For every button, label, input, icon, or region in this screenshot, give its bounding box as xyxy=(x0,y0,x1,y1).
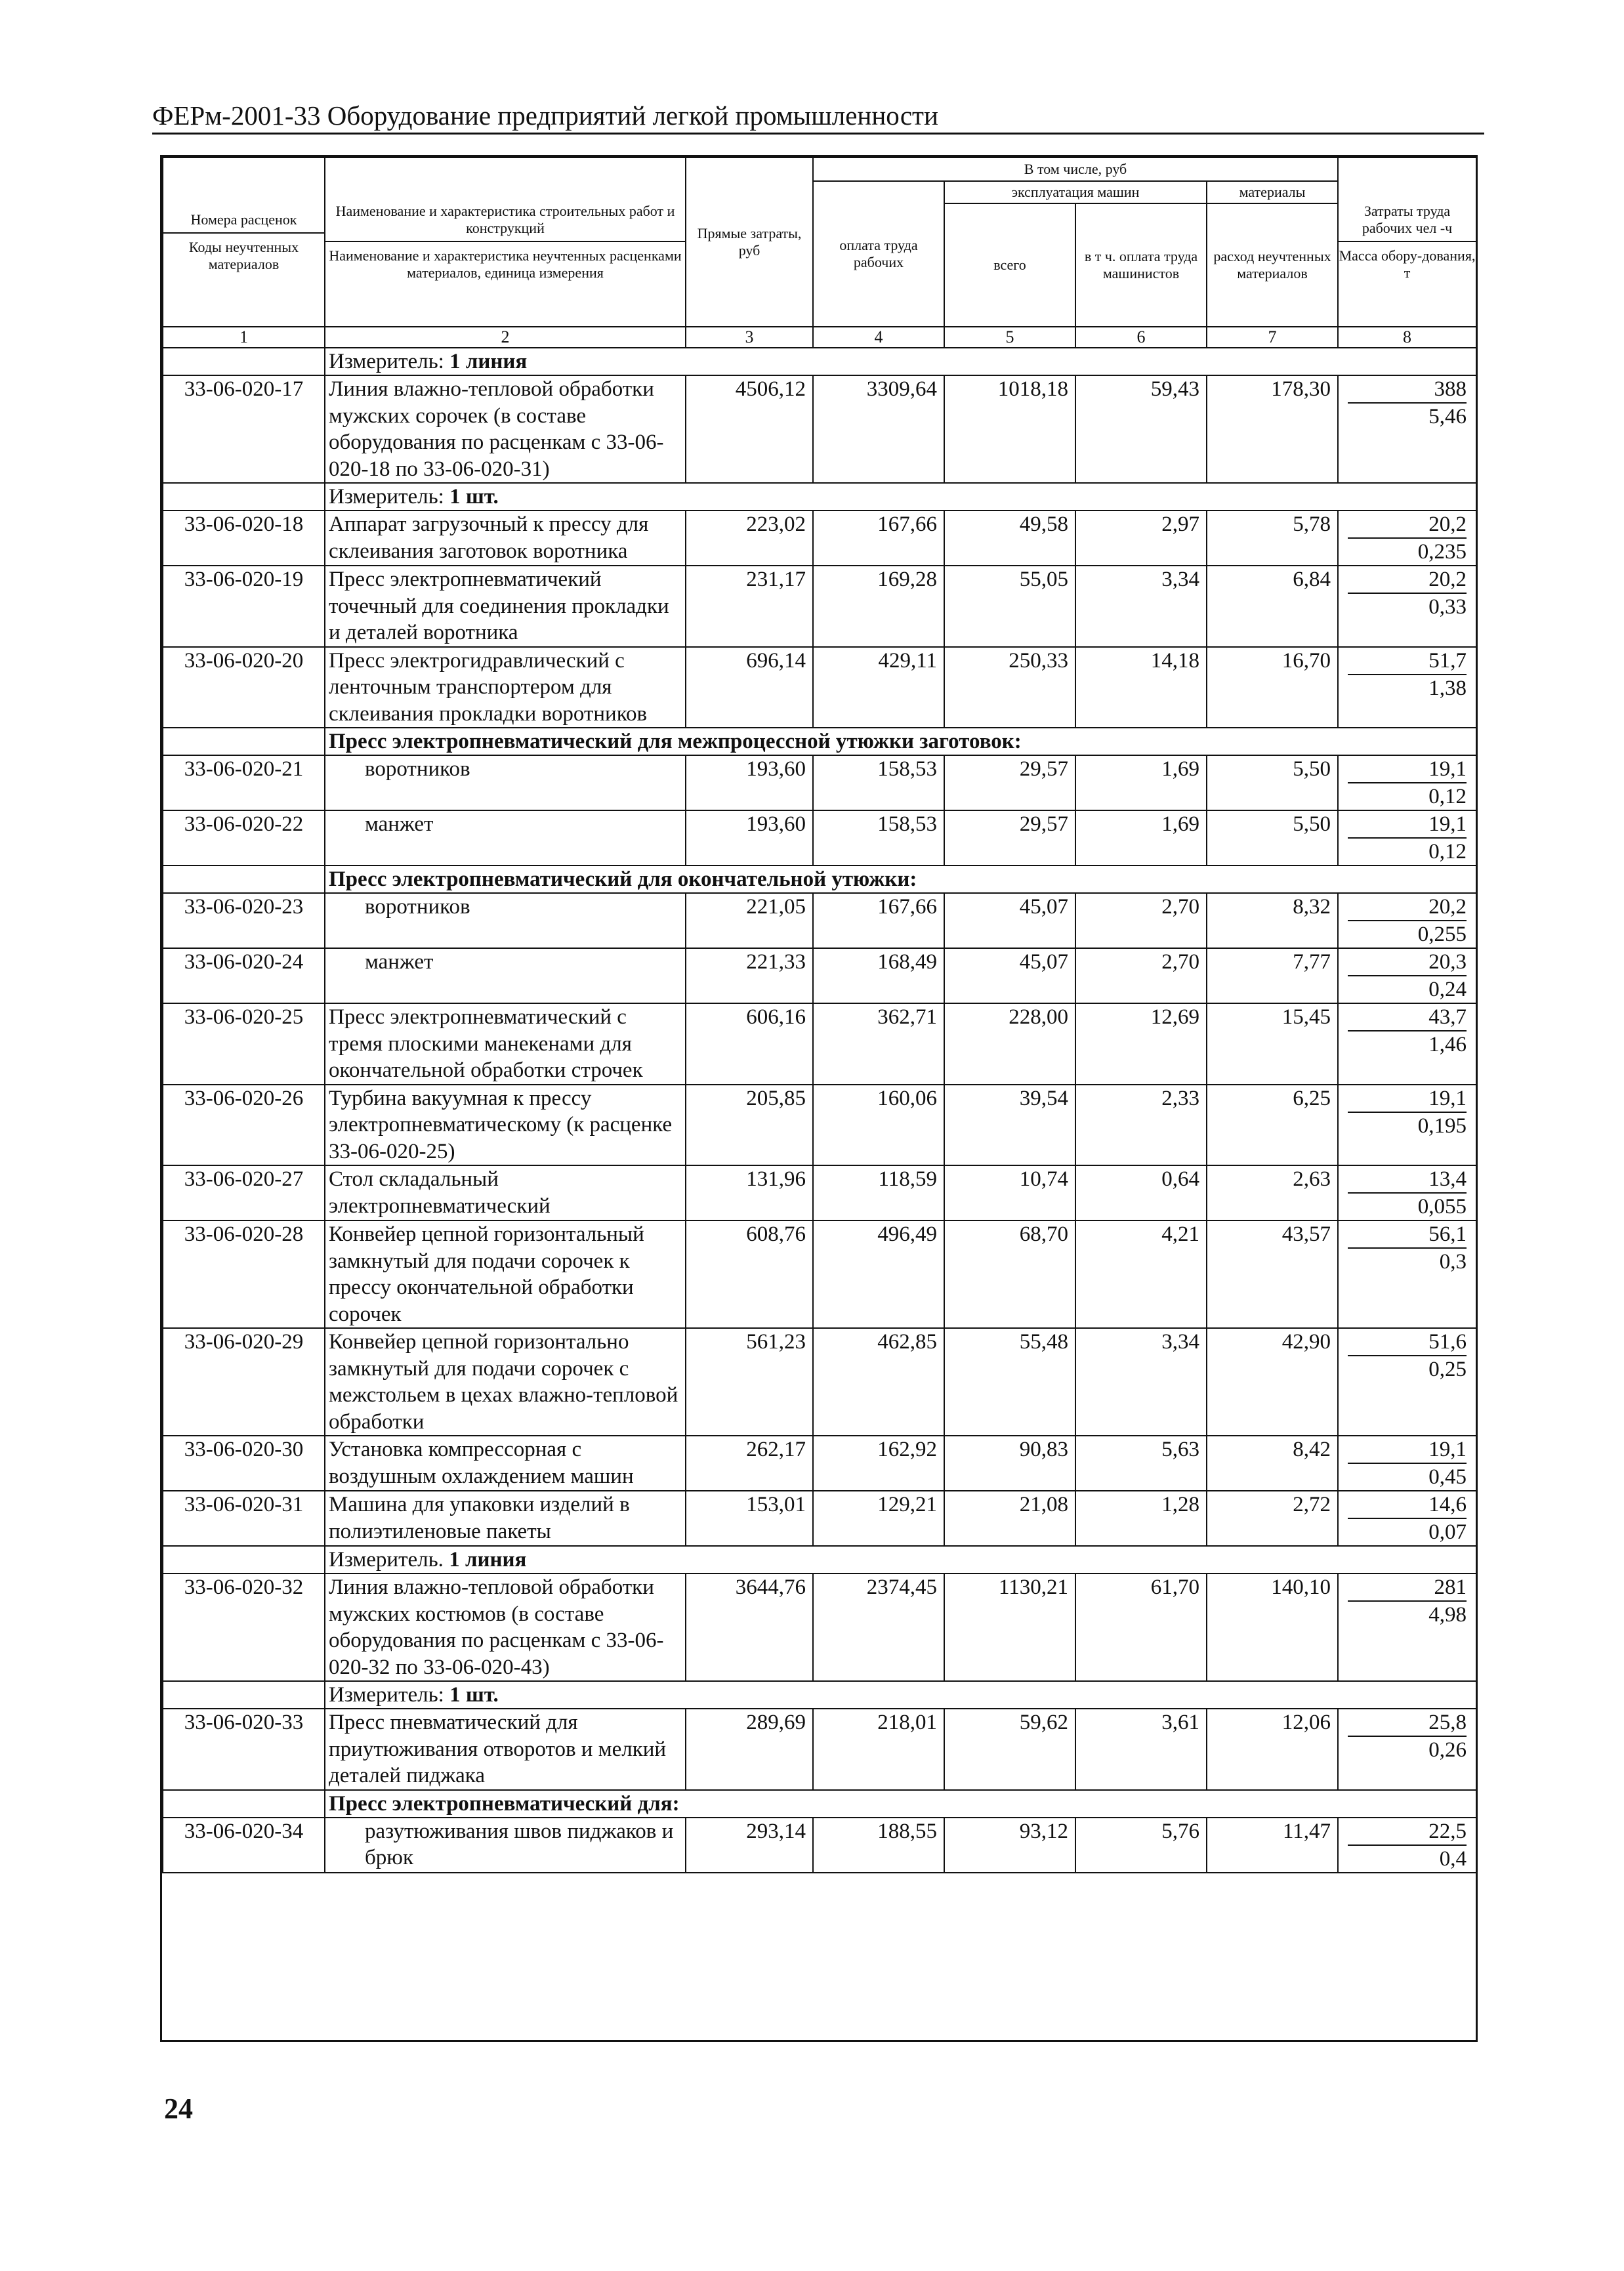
labor-mass-cell xyxy=(1338,1491,1476,1546)
work-name: разутюживания швов пиджаков и брюк xyxy=(325,1818,686,1873)
labor-pay-value: 218,01 xyxy=(813,1709,944,1790)
measure-section-row xyxy=(163,1681,1476,1709)
section-label: 1 линия xyxy=(449,1548,527,1572)
measure-section-row xyxy=(163,728,1476,755)
materials-value: 178,30 xyxy=(1207,375,1338,483)
section-label: 1 шт. xyxy=(449,485,499,509)
labor-mass-cell xyxy=(1338,566,1476,647)
header-work-name: Наименование и характеристика строительных работ и конструкций Наименование и характеристика неучтенных расценками материалов, единица измерения xyxy=(325,157,686,327)
machine-operation-value: 10,74 xyxy=(944,1165,1075,1220)
equipment-mass-value: 4,98 xyxy=(1428,1603,1467,1627)
labor-mass-cell xyxy=(1338,510,1476,566)
table-row xyxy=(163,1709,1476,1790)
labor-mass-cell xyxy=(1338,1328,1476,1436)
machine-operation-value: 45,07 xyxy=(944,893,1075,948)
direct-costs-value: 131,96 xyxy=(686,1165,813,1220)
section-heading xyxy=(325,867,917,891)
header-incl-machinists: в т ч. оплата труда машинистов xyxy=(1075,203,1207,327)
machinists-pay-value: 1,69 xyxy=(1075,810,1207,865)
machine-operation-value: 250,33 xyxy=(944,647,1075,728)
machinists-pay-value: 5,63 xyxy=(1075,1436,1207,1491)
machinists-pay-value: 2,97 xyxy=(1075,510,1207,566)
labor-pay-value: 158,53 xyxy=(813,755,944,810)
machine-operation-value: 90,83 xyxy=(944,1436,1075,1491)
rate-code: 33-06-020-34 xyxy=(163,1818,325,1873)
page-number: 24 xyxy=(164,2093,193,2125)
equipment-mass-value: 0,24 xyxy=(1428,978,1467,1001)
materials-value: 16,70 xyxy=(1207,647,1338,728)
machine-operation-value: 29,57 xyxy=(944,810,1075,865)
work-name: Машина для упаковки изделий в полиэтиленовые пакеты xyxy=(325,1491,686,1546)
work-name: Линия влажно-тепловой обработки мужских сорочек (в составе оборудования по расценкам с 33-06-020-18 по 33-06-020-31) xyxy=(325,375,686,483)
table-row xyxy=(163,810,1476,865)
machinists-pay-value: 1,69 xyxy=(1075,755,1207,810)
measure-section-row xyxy=(163,348,1476,375)
labor-hours-value: 51,6 xyxy=(1348,1329,1467,1356)
direct-costs-value: 289,69 xyxy=(686,1709,813,1790)
materials-value: 7,77 xyxy=(1207,948,1338,1003)
labor-pay-value: 118,59 xyxy=(813,1165,944,1220)
machinists-pay-value: 3,61 xyxy=(1075,1709,1207,1790)
labor-hours-value: 13,4 xyxy=(1348,1166,1467,1194)
section-heading xyxy=(325,1683,499,1707)
column-number: 6 xyxy=(1075,327,1207,348)
materials-value: 6,25 xyxy=(1207,1085,1338,1166)
work-name: манжет xyxy=(325,810,686,865)
header-labor-costs: Затраты труда рабочих чел -ч Масса обору-дования, т xyxy=(1338,157,1476,327)
materials-value: 5,50 xyxy=(1207,810,1338,865)
header-including: В том числе, руб xyxy=(813,157,1338,181)
page-title: ФЕРм-2001-33 Оборудование предприятий легкой промышленности xyxy=(152,100,1484,135)
labor-mass-cell xyxy=(1338,1085,1476,1166)
work-name: воротников xyxy=(325,893,686,948)
machine-operation-value: 29,57 xyxy=(944,755,1075,810)
work-name: Установка компрессорная с воздушным охлаждением машин xyxy=(325,1436,686,1491)
work-name: Турбина вакуумная к прессу электропневматическому (к расценке 33-06-020-25) xyxy=(325,1085,686,1166)
machine-operation-value: 45,07 xyxy=(944,948,1075,1003)
machine-operation-value: 21,08 xyxy=(944,1491,1075,1546)
materials-value: 12,06 xyxy=(1207,1709,1338,1790)
equipment-mass-value: 0,055 xyxy=(1417,1195,1467,1219)
machine-operation-value: 55,05 xyxy=(944,566,1075,647)
rates-table-frame xyxy=(160,155,1478,2042)
equipment-mass-value: 0,07 xyxy=(1428,1520,1467,1544)
work-name: Конвейер цепной горизонтально замкнутый для подачи сорочек с межстольем в цехах влажно-тепловой обработки xyxy=(325,1328,686,1436)
rate-code: 33-06-020-20 xyxy=(163,647,325,728)
labor-pay-value: 462,85 xyxy=(813,1328,944,1436)
machinists-pay-value: 2,33 xyxy=(1075,1085,1207,1166)
table-row xyxy=(163,647,1476,728)
rate-code: 33-06-020-26 xyxy=(163,1085,325,1166)
labor-mass-cell xyxy=(1338,948,1476,1003)
section-prefix: Измеритель: xyxy=(329,1683,450,1707)
labor-pay-value: 162,92 xyxy=(813,1436,944,1491)
column-number: 3 xyxy=(686,327,813,348)
labor-hours-value: 14,6 xyxy=(1348,1491,1467,1519)
direct-costs-value: 221,33 xyxy=(686,948,813,1003)
column-number: 5 xyxy=(944,327,1075,348)
machine-operation-value: 39,54 xyxy=(944,1085,1075,1166)
measure-section-row xyxy=(163,865,1476,893)
equipment-mass-value: 0,12 xyxy=(1428,840,1467,864)
direct-costs-value: 696,14 xyxy=(686,647,813,728)
work-name: Пресс электропневматичекий точечный для соединения прокладки и деталей воротника xyxy=(325,566,686,647)
table-row xyxy=(163,755,1476,810)
equipment-mass-value: 0,12 xyxy=(1428,785,1467,808)
rate-code: 33-06-020-19 xyxy=(163,566,325,647)
section-label: Пресс электропневматический для: xyxy=(329,1791,680,1816)
column-numbers-row xyxy=(163,327,1476,348)
labor-pay-value: 169,28 xyxy=(813,566,944,647)
rate-code: 33-06-020-29 xyxy=(163,1328,325,1436)
direct-costs-value: 193,60 xyxy=(686,810,813,865)
section-prefix: Измеритель: xyxy=(329,485,450,509)
labor-pay-value: 188,55 xyxy=(813,1818,944,1873)
direct-costs-value: 231,17 xyxy=(686,566,813,647)
rate-code: 33-06-020-22 xyxy=(163,810,325,865)
table-row xyxy=(163,566,1476,647)
machinists-pay-value: 5,76 xyxy=(1075,1818,1207,1873)
work-name: Пресс электропневматический с тремя плоскими манекенами для окончательной обработки строчек xyxy=(325,1003,686,1085)
materials-value: 8,42 xyxy=(1207,1436,1338,1491)
work-name: Пресс пневматический для приутюживания отворотов и мелкий деталей пиджака xyxy=(325,1709,686,1790)
labor-pay-value: 168,49 xyxy=(813,948,944,1003)
section-heading xyxy=(325,485,499,509)
work-name: манжет xyxy=(325,948,686,1003)
work-name: Конвейер цепной горизонтальный замкнутый для подачи сорочек к прессу окончательной обработки сорочек xyxy=(325,1220,686,1328)
labor-mass-cell xyxy=(1338,1818,1476,1873)
rate-code: 33-06-020-25 xyxy=(163,1003,325,1085)
direct-costs-value: 262,17 xyxy=(686,1436,813,1491)
labor-mass-cell xyxy=(1338,1709,1476,1790)
labor-hours-value: 19,1 xyxy=(1348,811,1467,839)
table-row xyxy=(163,1328,1476,1436)
table-row xyxy=(163,1085,1476,1166)
labor-pay-value: 167,66 xyxy=(813,510,944,566)
rate-code: 33-06-020-27 xyxy=(163,1165,325,1220)
measure-section-row xyxy=(163,1790,1476,1818)
equipment-mass-value: 0,195 xyxy=(1417,1114,1467,1138)
labor-mass-cell xyxy=(1338,1003,1476,1085)
section-heading xyxy=(325,350,527,373)
direct-costs-value: 3644,76 xyxy=(686,1573,813,1681)
equipment-mass-value: 1,46 xyxy=(1428,1033,1467,1056)
direct-costs-value: 221,05 xyxy=(686,893,813,948)
column-number: 2 xyxy=(325,327,686,348)
table-row xyxy=(163,1165,1476,1220)
materials-value: 2,63 xyxy=(1207,1165,1338,1220)
labor-hours-value: 56,1 xyxy=(1348,1221,1467,1249)
table-body xyxy=(163,348,1476,1873)
labor-mass-cell xyxy=(1338,1436,1476,1491)
labor-hours-value: 51,7 xyxy=(1348,648,1467,675)
direct-costs-value: 606,16 xyxy=(686,1003,813,1085)
column-number: 4 xyxy=(813,327,944,348)
direct-costs-value: 153,01 xyxy=(686,1491,813,1546)
labor-hours-value: 20,2 xyxy=(1348,511,1467,539)
labor-hours-value: 20,2 xyxy=(1348,566,1467,594)
header-materials: материалы xyxy=(1207,181,1338,203)
header-machine-operation: эксплуатация машин xyxy=(944,181,1207,203)
labor-pay-value: 3309,64 xyxy=(813,375,944,483)
machine-operation-value: 93,12 xyxy=(944,1818,1075,1873)
labor-hours-value: 388 xyxy=(1348,376,1467,404)
direct-costs-value: 223,02 xyxy=(686,510,813,566)
labor-mass-cell xyxy=(1338,810,1476,865)
materials-value: 43,57 xyxy=(1207,1220,1338,1328)
rate-code: 33-06-020-17 xyxy=(163,375,325,483)
labor-mass-cell xyxy=(1338,375,1476,483)
machinists-pay-value: 2,70 xyxy=(1075,893,1207,948)
labor-mass-cell xyxy=(1338,1165,1476,1220)
equipment-mass-value: 0,45 xyxy=(1428,1465,1467,1489)
materials-value: 5,50 xyxy=(1207,755,1338,810)
section-heading xyxy=(325,730,1022,753)
labor-pay-value: 129,21 xyxy=(813,1491,944,1546)
table-row xyxy=(163,1003,1476,1085)
section-label: 1 шт. xyxy=(449,1683,499,1707)
section-label: Пресс электропневматический для окончательной утюжки: xyxy=(329,867,917,891)
machinists-pay-value: 61,70 xyxy=(1075,1573,1207,1681)
direct-costs-value: 561,23 xyxy=(686,1328,813,1436)
labor-pay-value: 2374,45 xyxy=(813,1573,944,1681)
labor-hours-value: 19,1 xyxy=(1348,1436,1467,1464)
machine-operation-value: 55,48 xyxy=(944,1328,1075,1436)
header-labor-pay: оплата труда рабочих xyxy=(813,181,944,327)
table-row xyxy=(163,1436,1476,1491)
section-heading xyxy=(325,1548,526,1572)
equipment-mass-value: 0,26 xyxy=(1428,1738,1467,1762)
table-row xyxy=(163,510,1476,566)
materials-value: 6,84 xyxy=(1207,566,1338,647)
section-label: 1 линия xyxy=(449,350,528,373)
direct-costs-value: 293,14 xyxy=(686,1818,813,1873)
equipment-mass-value: 0,25 xyxy=(1428,1358,1467,1381)
labor-pay-value: 160,06 xyxy=(813,1085,944,1166)
header-unaccounted-materials: расход неучтенных материалов xyxy=(1207,203,1338,327)
labor-hours-value: 22,5 xyxy=(1348,1818,1467,1846)
machine-operation-value: 1018,18 xyxy=(944,375,1075,483)
machine-operation-value: 49,58 xyxy=(944,510,1075,566)
section-prefix: Измеритель: xyxy=(329,350,450,373)
labor-hours-value: 19,1 xyxy=(1348,756,1467,783)
materials-value: 8,32 xyxy=(1207,893,1338,948)
machine-operation-value: 68,70 xyxy=(944,1220,1075,1328)
header-direct-costs: Прямые затраты, руб xyxy=(686,157,813,327)
measure-section-row xyxy=(163,483,1476,510)
labor-mass-cell xyxy=(1338,755,1476,810)
section-heading xyxy=(325,1792,680,1816)
machinists-pay-value: 3,34 xyxy=(1075,1328,1207,1436)
machinists-pay-value: 59,43 xyxy=(1075,375,1207,483)
equipment-mass-value: 0,3 xyxy=(1439,1250,1467,1274)
equipment-mass-value: 0,255 xyxy=(1417,923,1467,946)
labor-hours-value: 281 xyxy=(1348,1574,1467,1602)
machine-operation-value: 1130,21 xyxy=(944,1573,1075,1681)
materials-value: 2,72 xyxy=(1207,1491,1338,1546)
rates-table xyxy=(162,157,1477,1873)
work-name: Аппарат загрузочный к прессу для склеивания заготовок воротника xyxy=(325,510,686,566)
equipment-mass-value: 0,235 xyxy=(1417,540,1467,564)
table-row xyxy=(163,1220,1476,1328)
direct-costs-value: 608,76 xyxy=(686,1220,813,1328)
equipment-mass-value: 1,38 xyxy=(1428,676,1467,700)
machinists-pay-value: 0,64 xyxy=(1075,1165,1207,1220)
materials-value: 15,45 xyxy=(1207,1003,1338,1085)
column-number: 7 xyxy=(1207,327,1338,348)
rate-code: 33-06-020-23 xyxy=(163,893,325,948)
rate-code: 33-06-020-31 xyxy=(163,1491,325,1546)
work-name: воротников xyxy=(325,755,686,810)
work-name: Пресс электрогидравлический с ленточным транспортером для склеивания прокладки воротников xyxy=(325,647,686,728)
equipment-mass-value: 0,33 xyxy=(1428,595,1467,619)
materials-value: 140,10 xyxy=(1207,1573,1338,1681)
table-row xyxy=(163,375,1476,483)
direct-costs-value: 4506,12 xyxy=(686,375,813,483)
labor-pay-value: 429,11 xyxy=(813,647,944,728)
materials-value: 11,47 xyxy=(1207,1818,1338,1873)
materials-value: 5,78 xyxy=(1207,510,1338,566)
labor-pay-value: 158,53 xyxy=(813,810,944,865)
machinists-pay-value: 14,18 xyxy=(1075,647,1207,728)
labor-pay-value: 362,71 xyxy=(813,1003,944,1085)
column-number: 1 xyxy=(163,327,325,348)
machinists-pay-value: 4,21 xyxy=(1075,1220,1207,1328)
equipment-mass-value: 5,46 xyxy=(1428,405,1467,428)
labor-mass-cell xyxy=(1338,893,1476,948)
rate-code: 33-06-020-32 xyxy=(163,1573,325,1681)
table-row xyxy=(163,1491,1476,1546)
rate-code: 33-06-020-18 xyxy=(163,510,325,566)
machinists-pay-value: 1,28 xyxy=(1075,1491,1207,1546)
labor-hours-value: 19,1 xyxy=(1348,1085,1467,1113)
rate-code: 33-06-020-33 xyxy=(163,1709,325,1790)
labor-hours-value: 43,7 xyxy=(1348,1004,1467,1031)
table-header xyxy=(163,157,1476,348)
rate-code: 33-06-020-21 xyxy=(163,755,325,810)
machine-operation-value: 228,00 xyxy=(944,1003,1075,1085)
materials-value: 42,90 xyxy=(1207,1328,1338,1436)
table-row xyxy=(163,1573,1476,1681)
section-prefix: Измеритель. xyxy=(329,1548,449,1572)
labor-pay-value: 496,49 xyxy=(813,1220,944,1328)
labor-pay-value: 167,66 xyxy=(813,893,944,948)
labor-mass-cell xyxy=(1338,1573,1476,1681)
machinists-pay-value: 12,69 xyxy=(1075,1003,1207,1085)
rate-code: 33-06-020-24 xyxy=(163,948,325,1003)
direct-costs-value: 193,60 xyxy=(686,755,813,810)
header-rate-number: Номера расценок Коды неучтенных материалов xyxy=(163,157,325,327)
rate-code: 33-06-020-30 xyxy=(163,1436,325,1491)
direct-costs-value: 205,85 xyxy=(686,1085,813,1166)
table-row xyxy=(163,1818,1476,1873)
rate-code: 33-06-020-28 xyxy=(163,1220,325,1328)
equipment-mass-value: 0,4 xyxy=(1439,1846,1467,1871)
work-name: Стол складальный электропневматический xyxy=(325,1165,686,1220)
labor-hours-value: 20,2 xyxy=(1348,894,1467,921)
column-number: 8 xyxy=(1338,327,1476,348)
measure-section-row xyxy=(163,1546,1476,1573)
labor-hours-value: 25,8 xyxy=(1348,1709,1467,1737)
table-row xyxy=(163,893,1476,948)
machine-operation-value: 59,62 xyxy=(944,1709,1075,1790)
labor-mass-cell xyxy=(1338,647,1476,728)
header-total: всего xyxy=(944,203,1075,327)
machinists-pay-value: 2,70 xyxy=(1075,948,1207,1003)
machinists-pay-value: 3,34 xyxy=(1075,566,1207,647)
section-label: Пресс электропневматический для межпроцессной утюжки заготовок: xyxy=(329,730,1022,753)
labor-mass-cell xyxy=(1338,1220,1476,1328)
table-row xyxy=(163,948,1476,1003)
labor-hours-value: 20,3 xyxy=(1348,949,1467,976)
work-name: Линия влажно-тепловой обработки мужских костюмов (в составе оборудования по расценкам с 33-06-020-32 по 33-06-020-43) xyxy=(325,1573,686,1681)
